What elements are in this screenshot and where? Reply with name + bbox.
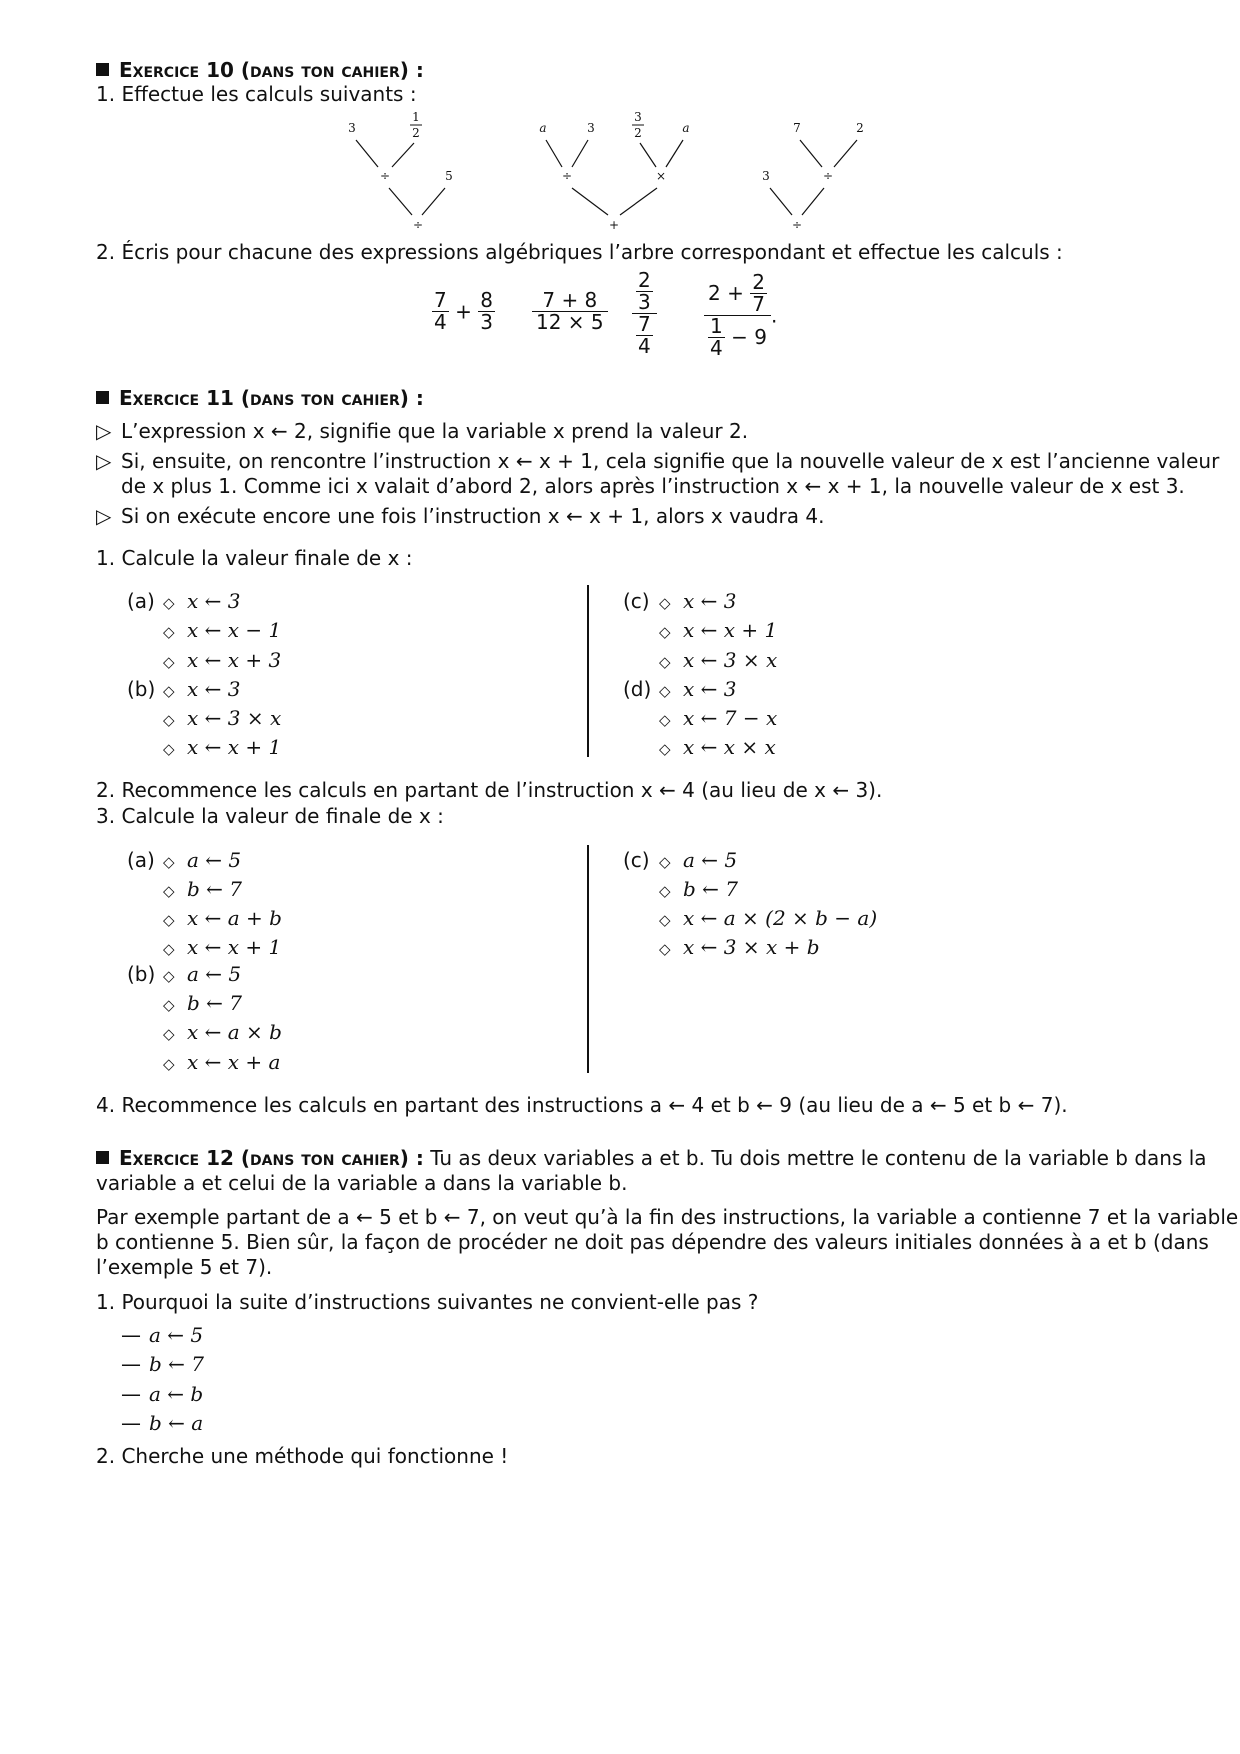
list-item: ◇ x ← x − 1 <box>163 618 282 642</box>
list-item: (b) ◇ a ← 5 <box>127 962 242 986</box>
list-item: — b ← 7 <box>121 1352 204 1376</box>
tree3-leaf-b: 2 <box>856 121 864 135</box>
tree2-leaf-a: a <box>539 121 547 135</box>
ex12-q2: 2. Cherche une méthode qui fonctionne ! <box>96 1444 509 1468</box>
tree2-leaf-b: 3 <box>587 121 595 135</box>
expr-4: 2 + $\frac{2}{7}$ $\frac{1}{4}$ − 9 . <box>704 272 777 359</box>
tree1-leaf-b-den: 2 <box>412 126 420 140</box>
list-item: ◇ x ← a × b <box>163 1020 282 1044</box>
list-item: ◇ x ← 3 × x <box>163 706 282 730</box>
tree1-leaf-c: 5 <box>445 169 453 183</box>
ex10-q2: 2. Écris pour chacune des expressions algébriques l’arbre correspondant et effectue les calculs : <box>96 240 1063 264</box>
ex12-para-2: b contienne 5. Bien sûr, la façon de procéder ne doit pas dépendre des valeurs initiales données à a et b (dans <box>96 1230 1209 1254</box>
list-item: ◇ x ← x + 3 <box>163 648 282 672</box>
column-divider <box>587 585 589 757</box>
list-item: ◇ x ← x + 1 <box>163 935 282 959</box>
ex11-q2: 2. Recommence les calculs en partant de l’instruction x ← 4 (au lieu de x ← 3). <box>96 778 883 802</box>
list-item: ◇ b ← 7 <box>659 877 738 901</box>
tree2-op1: ÷ <box>561 169 573 183</box>
column-divider <box>587 845 589 1073</box>
ex12-intro-2: variable a et celui de la variable a dans la variable b. <box>96 1171 628 1195</box>
ex11-q4: 4. Recommence les calculs en partant des instructions a ← 4 et b ← 9 (au lieu de a ← 5 et b ← 7). <box>96 1093 1068 1117</box>
list-item: ◇ x ← a + b <box>163 906 282 930</box>
list-item: ◇ x ← x + 1 <box>163 735 282 759</box>
expr-3: $\frac{\frac{2}{3}}{\frac{7}{4}}$ <box>632 270 657 357</box>
tree2-leaf-d: a <box>682 121 690 135</box>
list-item: (a) ◇ x ← 3 <box>127 589 241 613</box>
tree3-op1: ÷ <box>822 169 834 183</box>
tree3-leaf-c: 3 <box>762 169 770 183</box>
expr-2: $\frac{7 + 8}{12 \times 5}$ <box>532 290 608 333</box>
tree3-op2: ÷ <box>791 218 803 232</box>
ex10-title: Exercice 10 (dans ton cahier) : <box>96 60 424 80</box>
tree3-leaf-a: 7 <box>793 121 801 135</box>
triangle-bullet-icon: ▷ <box>96 449 112 473</box>
list-item: ◇ b ← 7 <box>163 877 242 901</box>
tree1-op2: ÷ <box>412 218 424 232</box>
square-bullet-icon <box>96 1151 109 1164</box>
list-item: ◇ x ← x + a <box>163 1050 281 1074</box>
tree-1 <box>348 110 453 232</box>
tree2-leaf-c-den: 2 <box>634 126 642 140</box>
tree2-leaf-c-num: 3 <box>634 110 642 124</box>
triangle-bullet-icon: ▷ <box>96 504 112 528</box>
ex11-title: Exercice 11 (dans ton cahier) : <box>96 388 424 408</box>
square-bullet-icon <box>96 391 109 404</box>
ex11-bullet-1: ▷ L’expression x ← 2, signifie que la variable x prend la valeur 2. <box>96 419 749 443</box>
ex10-trees <box>0 105 1240 235</box>
tree-2 <box>539 110 689 232</box>
list-item: ◇ x ← a × (2 × b − a) <box>659 906 878 930</box>
list-item: (c) ◇ a ← 5 <box>623 848 738 872</box>
list-item: (b) ◇ x ← 3 <box>127 677 241 701</box>
ex11-bullet-2-cont: de x plus 1. Comme ici x valait d’abord 2, alors après l’instruction x ← x + 1, la nouvelle valeur de x est 3. <box>121 474 1185 498</box>
square-bullet-icon <box>96 63 109 76</box>
ex10-q1: 1. Effectue les calculs suivants : <box>96 82 417 106</box>
tree1-leaf-a: 3 <box>348 121 356 135</box>
list-item: ◇ x ← x + 1 <box>659 618 778 642</box>
ex12-title-line: Exercice 12 (dans ton cahier) : Tu as deux variables a et b. Tu dois mettre le contenu de la variable b dans la <box>96 1148 1207 1168</box>
list-item: ◇ x ← 3 × x + b <box>659 935 820 959</box>
ex11-q3: 3. Calcule la valeur de finale de x : <box>96 804 444 828</box>
tree1-leaf-b-num: 1 <box>412 110 420 124</box>
list-item: ◇ b ← 7 <box>163 991 242 1015</box>
list-item: ◇ x ← 7 − x <box>659 706 778 730</box>
triangle-bullet-icon: ▷ <box>96 419 112 443</box>
ex12-q1: 1. Pourquoi la suite d’instructions suivantes ne convient-elle pas ? <box>96 1290 759 1314</box>
list-item: — a ← 5 <box>121 1323 204 1347</box>
list-item: (d) ◇ x ← 3 <box>623 677 737 701</box>
list-item: (c) ◇ x ← 3 <box>623 589 737 613</box>
ex11-q1: 1. Calcule la valeur finale de x : <box>96 546 413 570</box>
list-item: (a) ◇ a ← 5 <box>127 848 242 872</box>
list-item: — a ← b <box>121 1382 204 1406</box>
tree2-op3: + <box>608 218 620 232</box>
tree2-op2: × <box>655 169 667 183</box>
list-item: — b ← a <box>121 1411 204 1435</box>
tree-3 <box>762 121 864 232</box>
ex11-bullet-2: ▷ Si, ensuite, on rencontre l’instruction x ← x + 1, cela signifie que la nouvelle valeur de x est l’ancienne valeur <box>96 449 1220 473</box>
ex11-bullet-3: ▷ Si on exécute encore une fois l’instruction x ← x + 1, alors x vaudra 4. <box>96 504 825 528</box>
ex12-para-3: l’exemple 5 et 7). <box>96 1255 273 1279</box>
expr-1: $\frac{7}{4}$ + $\frac{8}{3}$ <box>434 288 493 334</box>
tree1-op1: ÷ <box>379 169 391 183</box>
list-item: ◇ x ← 3 × x <box>659 648 778 672</box>
ex12-para-1: Par exemple partant de a ← 5 et b ← 7, on veut qu’à la fin des instructions, la variable a contienne 7 et la variable <box>96 1205 1239 1229</box>
list-item: ◇ x ← x × x <box>659 735 776 759</box>
